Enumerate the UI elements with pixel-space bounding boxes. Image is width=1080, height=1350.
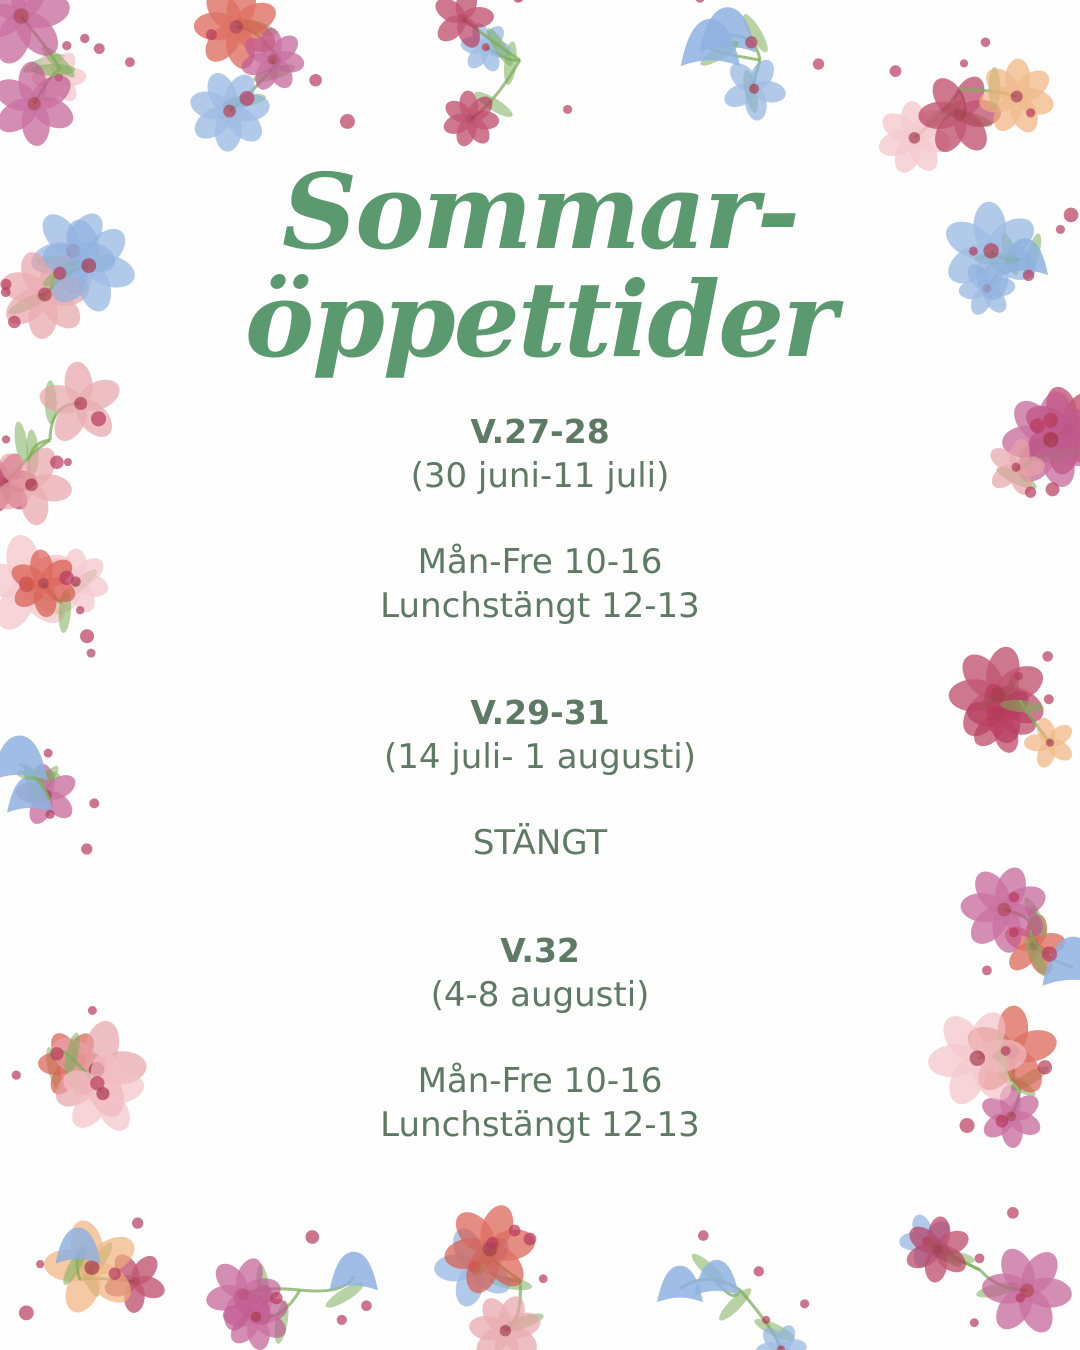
period-hours-line: Mån-Fre 10-16 bbox=[417, 542, 663, 582]
period-hours-line: Lunchstängt 12-13 bbox=[380, 1105, 700, 1145]
period-week: V.32 bbox=[500, 931, 580, 970]
period-week: V.27-28 bbox=[470, 412, 610, 451]
period-dates: (30 juni-11 juli) bbox=[410, 456, 670, 496]
period-2 bbox=[0, 691, 1080, 865]
period-dates: (14 juli- 1 augusti) bbox=[383, 737, 696, 777]
period-1 bbox=[0, 410, 1080, 628]
page-title-line-2: öppettider bbox=[244, 258, 836, 381]
period-hours-line: Mån-Fre 10-16 bbox=[417, 1061, 663, 1101]
page-title-line-1: Sommar- bbox=[282, 150, 798, 273]
period-hours-line: Lunchstängt 12-13 bbox=[380, 586, 700, 626]
period-dates: (4-8 augusti) bbox=[430, 975, 650, 1015]
period-status: STÄNGT bbox=[472, 823, 608, 863]
period-week: V.29-31 bbox=[470, 693, 610, 732]
period-3 bbox=[0, 929, 1080, 1147]
